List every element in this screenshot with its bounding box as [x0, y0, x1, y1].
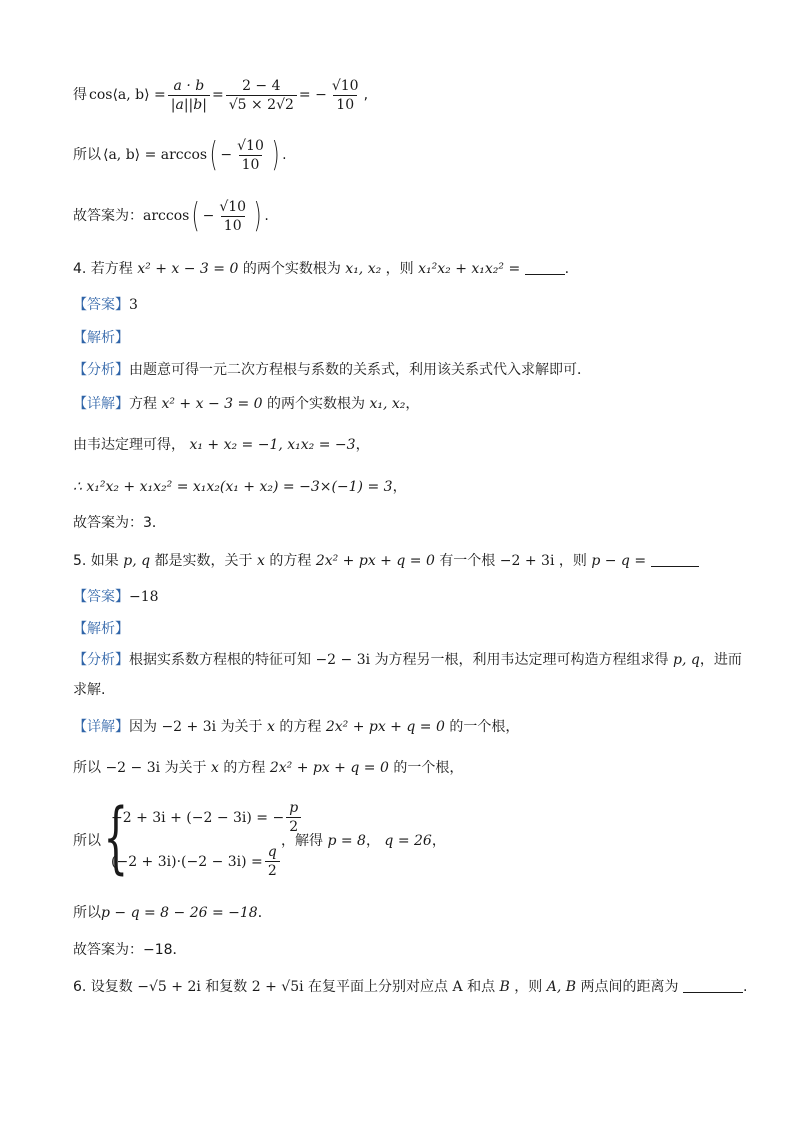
fenxi-tag: 【分析】: [73, 362, 129, 378]
fenxi-pq: p, q: [673, 652, 700, 668]
fraction-denominator: √5 × 2√2: [226, 95, 297, 114]
q5-text-2: 的方程: [269, 553, 312, 569]
therefore-expression: ∴ x₁²x₂ + x₁x₂² = x₁x₂(x₁ + x₂) = −3×(−1) = 3: [73, 479, 393, 495]
fraction-numerator: q: [267, 844, 277, 860]
fraction-numerator: √10: [331, 77, 359, 94]
q6-text-2: 在复平面上分别对应点: [308, 979, 449, 995]
xj2-root: −2 − 3i: [105, 760, 161, 776]
fenxi-text-2: 为方程另一根，利用韦达定理可构造方程组求得: [374, 652, 669, 668]
q5-fenxi-cont: [73, 680, 105, 700]
q5-pq: p, q: [123, 553, 151, 569]
fraction-numerator: a · b: [173, 77, 205, 94]
row2-expression: (−2 + 3i)·(−2 − 3i) =: [111, 853, 263, 870]
period: ．: [257, 905, 272, 921]
fraction-denominator: 2: [286, 817, 301, 836]
final-answer: 故答案为：3．: [73, 515, 166, 531]
q4-answer: [73, 295, 138, 315]
q5-xiangjie-2: [73, 758, 463, 778]
system-prefix: 所以: [73, 833, 101, 849]
comma: ，: [365, 833, 380, 849]
q6-point-a: A: [452, 979, 463, 995]
q4-final: [73, 513, 166, 533]
q4-weida: [73, 435, 370, 455]
answer-value: 3: [129, 297, 138, 313]
xj-text-4: 的一个根，: [449, 719, 520, 735]
q5-equation: 2x² + px + q = 0: [315, 553, 435, 569]
xj-text-2: 为关于: [220, 719, 263, 735]
answer-tag: 【答案】: [73, 297, 129, 313]
question-5-title: [73, 551, 699, 571]
xj-text-3: 的方程: [279, 719, 322, 735]
xj-x: x: [267, 719, 275, 735]
answer-line-3: [73, 193, 269, 239]
comma: ,: [363, 87, 369, 103]
xj2-equation: 2x² + px + q = 0: [269, 760, 389, 776]
question-4-title: [73, 259, 569, 279]
prefix-de: 得: [73, 87, 87, 103]
q6-prefix: 6. 设复数: [73, 979, 133, 995]
q5-prefix: 5. 如果: [73, 553, 119, 569]
answer-blank: [525, 260, 565, 275]
q5-xiangjie-1: [73, 717, 519, 737]
q5-root: −2 + 3i: [499, 553, 555, 569]
arccos-fraction: [234, 137, 267, 174]
comma: ，: [405, 396, 420, 412]
q6-text-5: 两点间的距离为: [580, 979, 679, 995]
left-paren: (: [191, 196, 200, 236]
equals-sign: =: [211, 87, 224, 103]
cos-angle-line: [73, 72, 368, 118]
xj-root: −2 + 3i: [161, 719, 217, 735]
arccos-expression: ⟨a, b⟩ = arccos: [103, 147, 208, 163]
q5-answer: [73, 587, 159, 607]
calc-prefix: 所以: [73, 905, 101, 921]
q5-x: x: [257, 553, 265, 569]
xiangjie-equation: x² + x − 3 = 0: [161, 396, 263, 412]
xiangjie-tag: 【详解】: [73, 719, 129, 735]
fenxi-text: 根据实系数方程根的特征可知: [129, 652, 311, 668]
analysis-tag: 【解析】: [73, 330, 129, 346]
system-result: [281, 830, 446, 850]
fraction-numerator: 2 − 4: [242, 77, 281, 94]
q5-fenxi: [73, 650, 742, 670]
q5-target: p − q =: [591, 553, 647, 569]
question-6-title: [73, 977, 747, 997]
q5-text-4: ，则: [558, 553, 587, 569]
period: .: [282, 147, 287, 163]
xj2-text-3: 的方程: [223, 760, 266, 776]
fraction-numerator: p: [289, 800, 299, 816]
weida-expression: x₁ + x₂ = −1, x₁x₂ = −3: [189, 437, 356, 453]
q5-text-3: 有一个根: [439, 553, 496, 569]
equation-system: [73, 795, 513, 887]
result-text: ，解得: [281, 833, 323, 849]
xiangjie-roots: x₁, x₂: [369, 396, 406, 412]
period: .: [264, 208, 269, 224]
left-paren: (: [209, 135, 218, 175]
q5-text: 都是实数，关于: [154, 553, 253, 569]
comma: ，: [355, 437, 370, 453]
result-p: p = 8: [327, 833, 366, 849]
dot-product-fraction: [168, 77, 210, 114]
q4-text: 的两个实数根为: [242, 261, 341, 277]
answer-blank: [651, 552, 699, 567]
answer-tag: 【答案】: [73, 589, 129, 605]
xj2-text-2: 为关于: [164, 760, 207, 776]
q6-z2: 2 + √5i: [251, 979, 304, 995]
left-brace: {: [103, 793, 129, 883]
system-row-2: [111, 843, 282, 880]
q4-roots: x₁, x₂: [345, 261, 382, 277]
fraction-denominator: 10: [239, 155, 263, 174]
xiangjie-text: 方程: [129, 396, 157, 412]
calc-expression: p − q = 8 − 26 = −18: [101, 905, 258, 921]
analysis-tag: 【解析】: [73, 621, 129, 637]
system-row-1: [111, 799, 303, 836]
fraction-denominator: 10: [221, 216, 245, 235]
period: .: [742, 979, 748, 995]
fraction-denominator: 2: [265, 861, 280, 880]
fenxi-tag: 【分析】: [73, 652, 129, 668]
q5-calc: [73, 903, 272, 923]
q5-analysis-tag: [73, 619, 129, 639]
fraction-denominator: |a||b|: [168, 95, 210, 114]
equals-minus-sign: = −: [298, 87, 327, 103]
fraction-numerator: √10: [237, 137, 264, 154]
fraction-denominator: 10: [333, 95, 357, 114]
answer-fraction: [216, 198, 249, 235]
right-paren: ): [253, 196, 262, 236]
xj2-text: 所以: [73, 760, 101, 776]
answer-value: −18: [129, 589, 159, 605]
xiangjie-tag: 【详解】: [73, 396, 129, 412]
q4-xiangjie: [73, 394, 419, 414]
fenxi-text: 由题意可得一元二次方程根与系数的关系式，利用该关系式代入求解即可．: [129, 362, 591, 378]
q5-final: [73, 940, 187, 960]
q6-z1: −√5 + 2i: [137, 979, 201, 995]
prefix-suoyi: 所以: [73, 147, 101, 163]
result-q: q = 26: [384, 833, 432, 849]
answer-prefix: 故答案为：: [73, 208, 143, 224]
fenxi-root: −2 − 3i: [315, 652, 371, 668]
xj2-text-4: 的一个根，: [393, 760, 464, 776]
q6-text: 和复数: [205, 979, 248, 995]
right-paren: ): [271, 135, 280, 175]
q4-therefore: [73, 477, 407, 497]
q4-equals: =: [508, 261, 521, 277]
weida-prefix: 由韦达定理可得，: [73, 437, 185, 453]
q6-point-b: B: [499, 979, 510, 995]
period: .: [564, 261, 570, 277]
fenxi-text-4: 求解.: [73, 682, 106, 698]
arccos-text: arccos: [143, 208, 190, 224]
cos-expression: cos⟨a, b⟩ =: [89, 87, 166, 103]
row1-expression: −2 + 3i + (−2 − 3i) = −: [111, 809, 285, 826]
comma: ，: [392, 479, 407, 495]
minus-sign: −: [202, 208, 215, 224]
q6-ab: A, B: [546, 979, 577, 995]
q4-analysis-tag: [73, 328, 129, 348]
numeric-fraction: [226, 77, 297, 114]
xj2-x: x: [211, 760, 219, 776]
q6-text-4: ，则: [514, 979, 543, 995]
xj-text: 因为: [129, 719, 157, 735]
answer-blank: [683, 978, 743, 993]
q6-text-3: 和点: [467, 979, 496, 995]
arccos-line: [73, 132, 287, 178]
q4-target: x₁²x₂ + x₁x₂²: [418, 261, 505, 277]
xj-equation: 2x² + px + q = 0: [325, 719, 445, 735]
q4-equation: x² + x − 3 = 0: [137, 261, 239, 277]
minus-sign: −: [220, 147, 233, 163]
fraction-numerator: √10: [219, 198, 247, 215]
final-answer: 故答案为：−18．: [73, 942, 187, 958]
q4-prefix: 4. 若方程: [73, 261, 133, 277]
q4-text-2: ，则: [385, 261, 414, 277]
xiangjie-text-2: 的两个实数根为: [267, 396, 366, 412]
q4-fenxi: [73, 360, 591, 380]
fenxi-text-3: ，进而: [699, 652, 742, 668]
comma: ，: [431, 833, 446, 849]
result-fraction: [329, 77, 362, 114]
row2-fraction: [265, 843, 280, 880]
